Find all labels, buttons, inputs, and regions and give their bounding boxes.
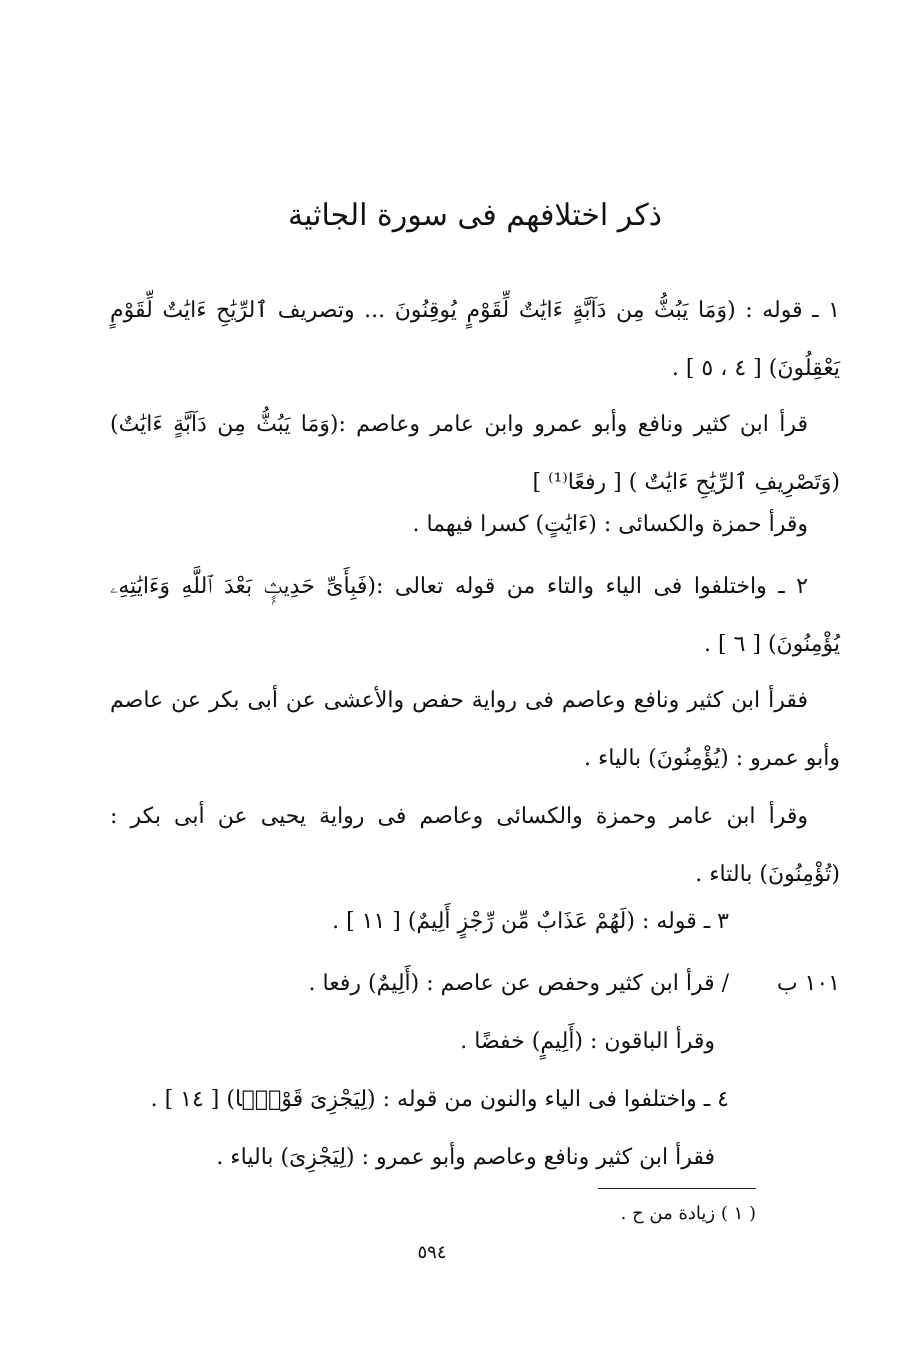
section-3-heading: ٣ ـ قوله : (لَهُمْ عَذَابٌ مِّن رِّجْزٍ أَلِيمٌ) [ ١١ ] . [332, 909, 729, 934]
paragraph-3: وقرأ حمزة والكسائى : (ءَايَٰتٍ) كسرا فيهما . [412, 512, 808, 537]
section-4-heading: ٤ ـ واختلفوا فى الياء والنون من قوله : (لِيَجْزِىَ قَوْمًۢا) [ ١٤ ] . [150, 1087, 729, 1112]
page-number: ٥٩٤ [417, 1242, 447, 1263]
paragraph-6: وقرأ ابن عامر وحمزة والكسائى وعاصم فى رواية يحيى عن أبى بكر : (تُؤْمِنُونَ) بالتاء . [110, 804, 840, 887]
page-title: ذكر اختلافهم فى سورة الجاثية [288, 198, 662, 233]
paragraph-1: ١ ـ قوله : (وَمَا يَبُثُّ مِن دَآبَّةٍ ءَايَٰتٌ لِّقَوْمٍ يُوقِنُونَ ... وتصريف ٱلرِّيَٰحِ ءَايَٰتٌ لِّقَوْمٍ يَعْقِلُونَ) [ ٤ ، ٥ ] . [110, 298, 840, 381]
margin-folio-note: ١٠١ ب [776, 971, 840, 996]
section-3-reading-2: وقرأ الباقون : (أَلِيمٍ) خفضًا . [460, 1029, 715, 1054]
footnote: ( ١ ) زيادة من ح . [620, 1203, 756, 1224]
section-4-reading-1: فقرأ ابن كثير ونافع وعاصم وأبو عمرو : (لِيَجْزِىَ) بالياء . [216, 1145, 715, 1170]
paragraph-4: ٢ ـ واختلفوا فى الياء والتاء من قوله تعالى :(فَبِأَىِّ حَدِيثٍۭ بَعْدَ ٱللَّهِ وَءَايَٰتِهِۦ يُؤْمِنُونَ) [ ٦ ] . [110, 574, 840, 657]
paragraph-5: فقرأ ابن كثير ونافع وعاصم فى رواية حفص والأعشى عن أبى بكر عن عاصم وأبو عمرو : (يُؤْمِنُونَ) بالياء . [110, 688, 840, 771]
footnote-divider [598, 1188, 756, 1189]
paragraph-2: قرأ ابن كثير ونافع وأبو عمرو وابن عامر وعاصم :(وَمَا يَبُثُّ مِن دَآبَّةٍ ءَايَٰتٌ) (وَتَصْرِيفِ ٱلرِّيَٰحِ ءَايَٰتٌ ) [ رفعًا⁽¹⁾ ] [110, 412, 840, 495]
section-3-reading-1: / قرأ ابن كثير وحفص عن عاصم : (أَلِيمٌ) رفعا . [308, 971, 729, 996]
